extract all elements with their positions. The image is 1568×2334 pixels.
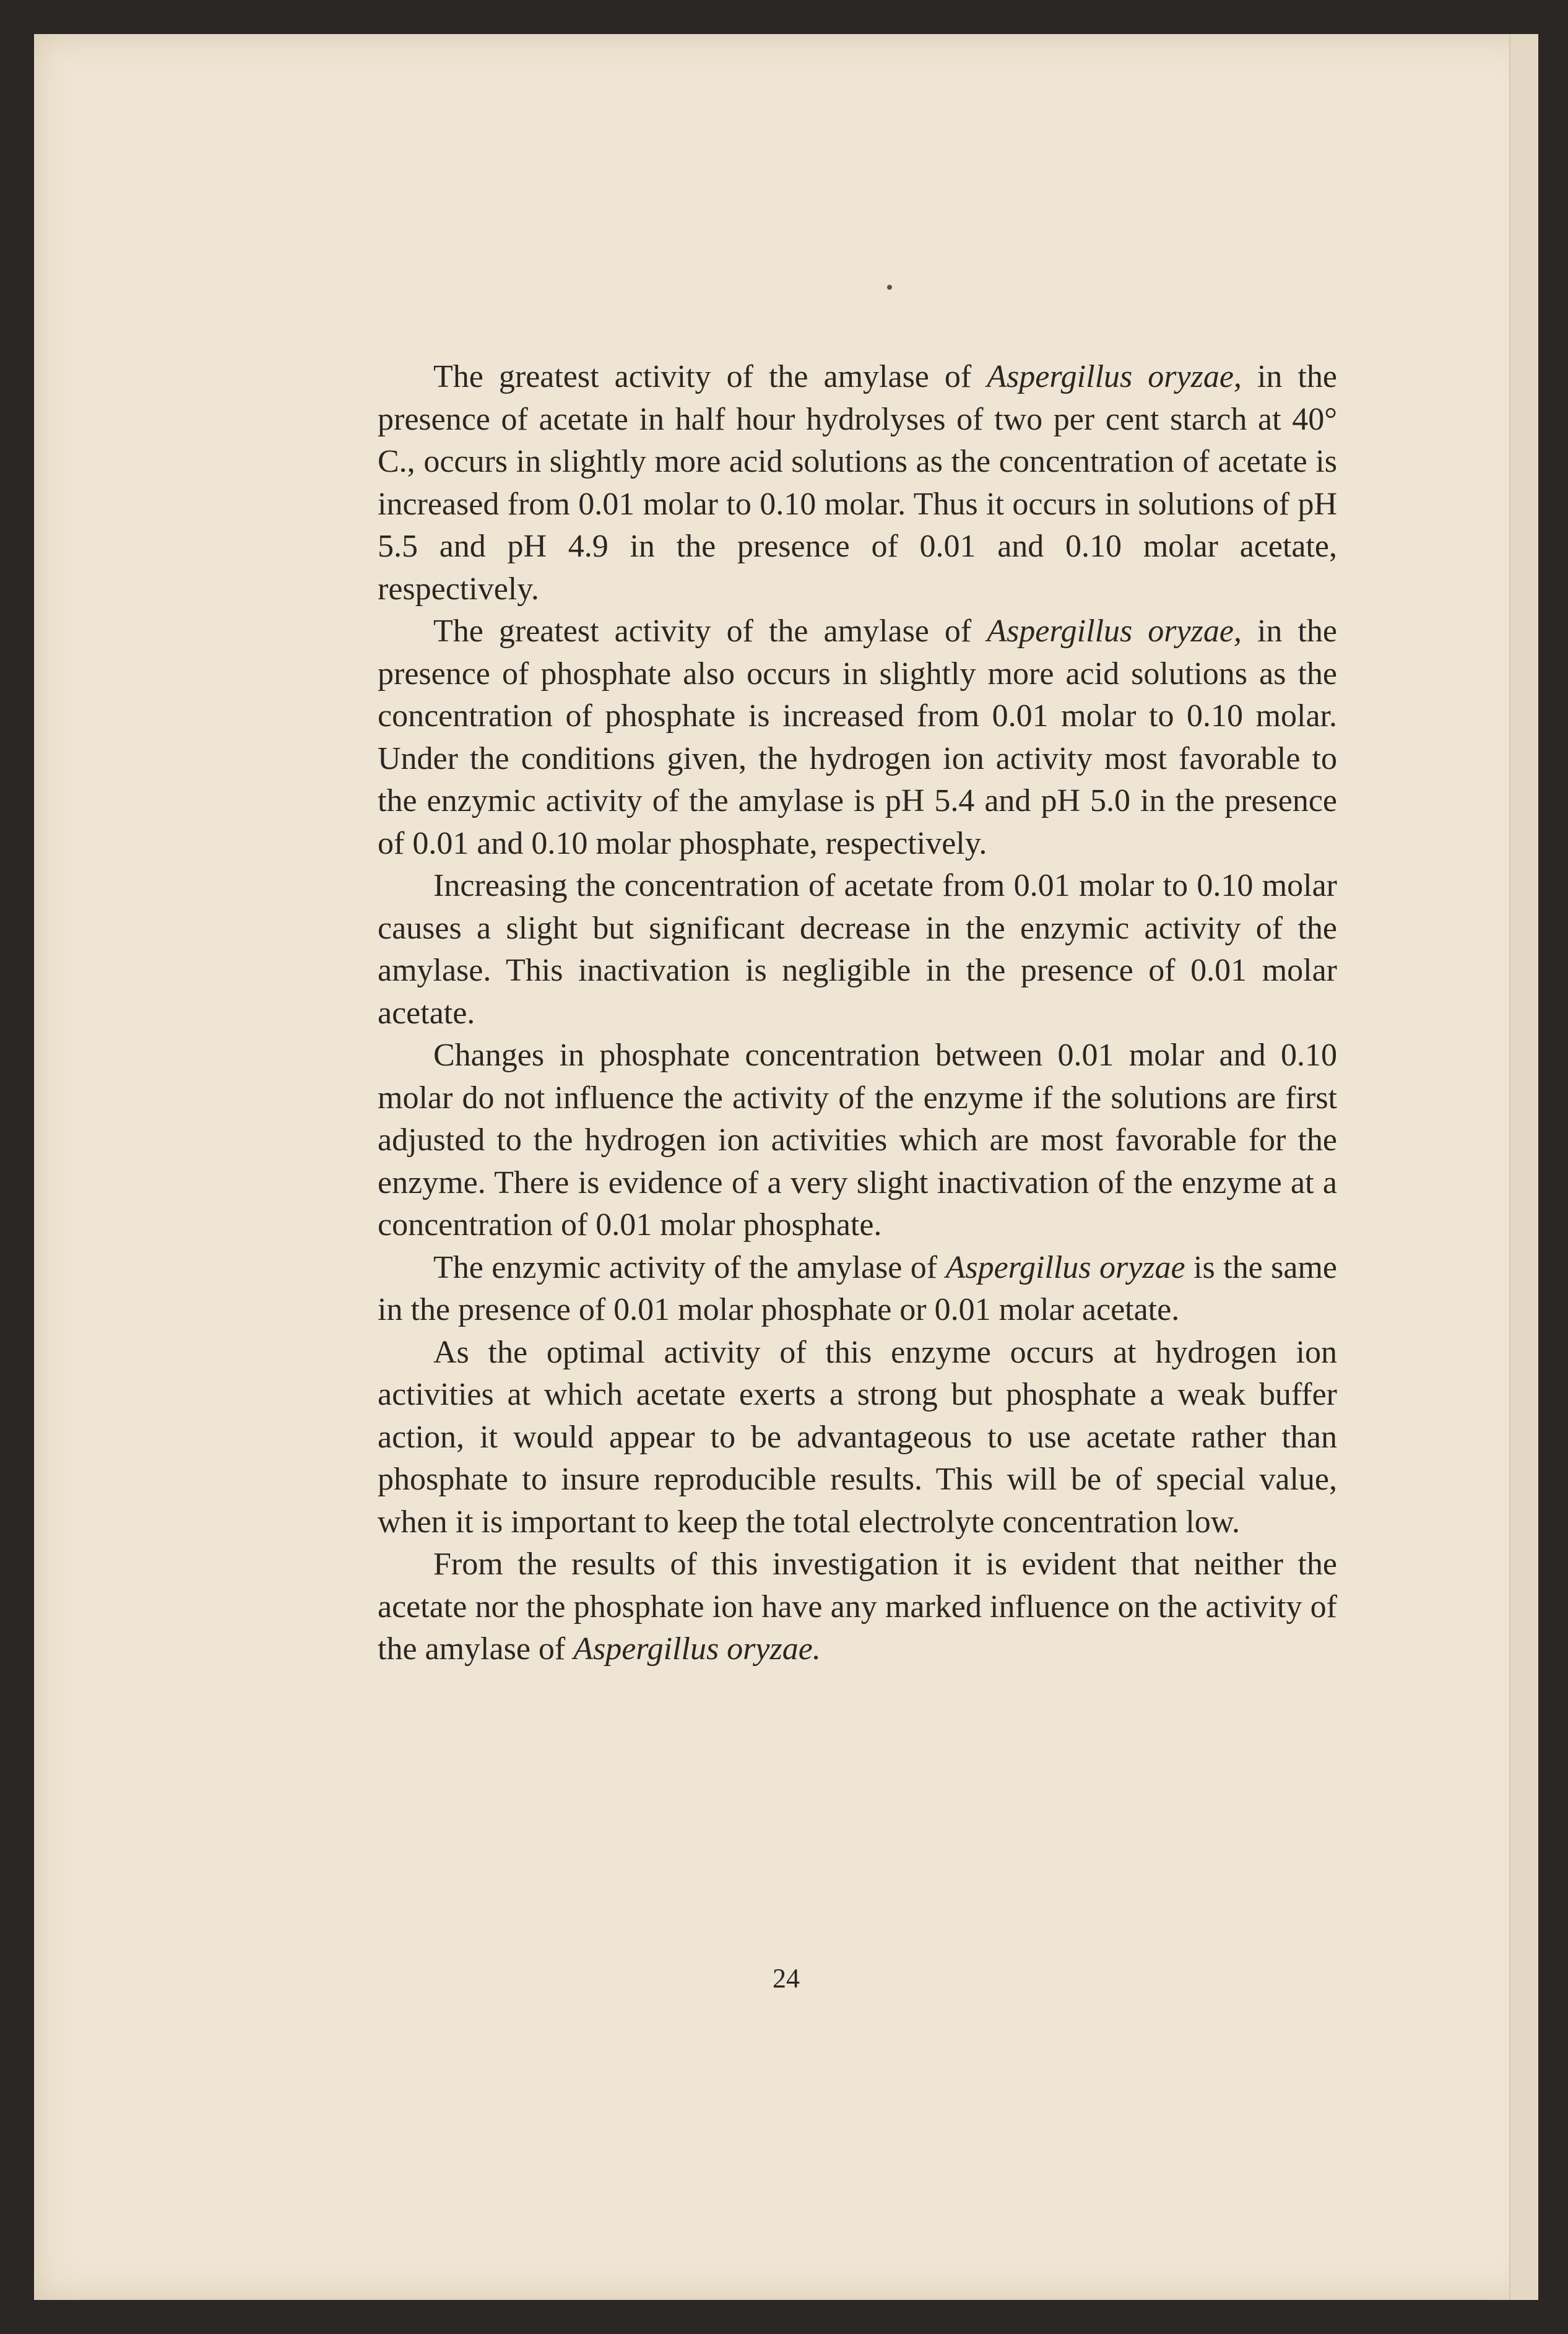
paragraph: Changes in phosphate concentration between 0.01 molar and 0.10 molar do not influence the activity of the enzyme if the solutions are first adjusted to the hydrogen ion activities which are most favorable for the enzyme. There is evidence of a very slight inactivation of the enzyme at a concentration of 0.01 molar phosphate. [378,1038,1337,1243]
document-page [34,34,1538,2300]
paragraph: The enzymic activity of the amylase of Aspergillus oryzae is the same in the presence of 0.01 molar phosphate or 0.01 molar acetate. [378,1249,1337,1327]
paragraph: As the optimal activity of this enzyme occurs at hydrogen ion activities at which acetate exerts a strong but phosphate a weak buffer action, it would appear to be advantageous to use acetate rather than phosphate to insure reproducible results. This will be of special value, when it is important to keep the total electrolyte concentration low. [378,1334,1337,1540]
paragraph: From the results of this investigation it is evident that neither the acetate nor the phosphate ion have any marked influence on the activity of the amylase of Aspergillus oryzae. [378,1547,1337,1667]
page-number: 24 [773,1963,800,1993]
body-text [378,356,1337,1671]
paragraph: The greatest activity of the amylase of Aspergillus oryzae, in the presence of phosphate also occurs in slightly more acid solutions as the concentration of phosphate is increased from 0.01 molar to 0.10 molar. Under the conditions given, the hydrogen ion activity most favorable to the enzymic activity of the amylase is pH 5.4 and pH 5.0 in the presence of 0.01 and 0.10 molar phosphate, respectively. [378,614,1337,861]
paragraph: Increasing the concentration of acetate from 0.01 molar to 0.10 molar causes a slight but significant decrease in the enzymic activity of the amylase. This inactivation is negligible in the presence of 0.01 molar acetate. [378,868,1337,1031]
ink-mark [887,285,892,290]
paragraph: The greatest activity of the amylase of Aspergillus oryzae, in the presence of acetate in half hour hydrolyses of two per cent starch at 40° C., occurs in slightly more acid solutions as the concentration of acetate is increased from 0.01 molar to 0.10 molar. Thus it occurs in solutions of pH 5.5 and pH 4.9 in the presence of 0.01 and 0.10 molar acetate, respectively. [378,359,1337,607]
page-edge [1509,34,1538,2300]
